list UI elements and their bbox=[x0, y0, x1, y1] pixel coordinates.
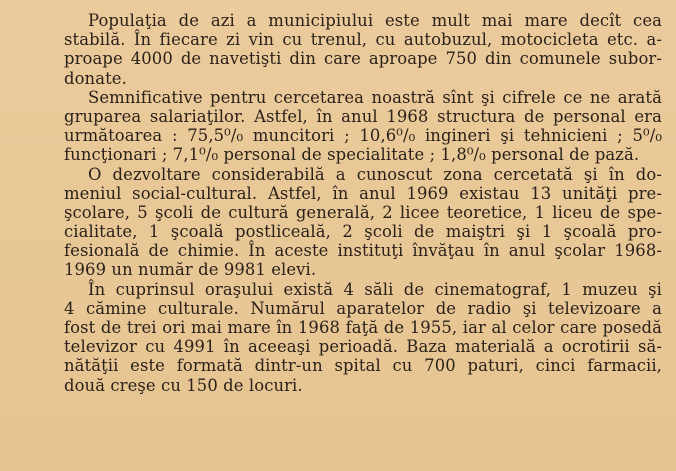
text-line: proape 4000 de navetişti din care aproape 750 din comunele subor- bbox=[64, 49, 662, 69]
text-line: fesională de chimie. În aceste instituţi învăţau în anul şcolar 1968- bbox=[64, 241, 662, 261]
text-line: meniul social-cultural. Astfel, în anul 1969 existau 13 unităţi pre- bbox=[64, 183, 662, 203]
text-line: donate. bbox=[64, 68, 127, 88]
text-line: cialitate, 1 şcoală postliceală, 2 şcoli de maiştri şi 1 şcoală pro- bbox=[64, 222, 662, 242]
text-line: televizor cu 4991 în aceeaşi perioadă. Baza materială a ocrotirii să- bbox=[64, 337, 662, 357]
text-line: 1969 un număr de 9981 elevi. bbox=[64, 260, 317, 280]
text-line: nătăţii este formată dintr-un spital cu 700 paturi, cinci farmacii, bbox=[64, 356, 662, 376]
text-line: stabilă. În fiecare zi vin cu trenul, cu autobuzul, motocicleta etc. a- bbox=[64, 30, 662, 50]
text-line: fost de trei ori mai mare în 1968 faţă de 1955, iar al celor care posedă bbox=[64, 318, 662, 337]
text-line: funcţionari ; 7,1⁰/₀ personal de specialitate ; 1,8⁰/₀ personal de pază. bbox=[64, 145, 640, 165]
text-line: două creşe cu 150 de locuri. bbox=[64, 375, 303, 395]
text-line: Semnificative pentru cercetarea noastră sînt şi cifrele ce ne arată bbox=[88, 87, 662, 107]
body-text bbox=[64, 11, 662, 395]
text-line: În cuprinsul oraşului există 4 săli de cinematograf, 1 muzeu şi bbox=[88, 279, 662, 299]
text-line: gruparea salariaţilor. Astfel, în anul 1968 structura de personal era bbox=[64, 106, 662, 126]
text-line: şcolare, 5 şcoli de cultură generală, 2 licee teoretice, 1 liceu de spe- bbox=[64, 202, 662, 222]
text-line: 4 cămine culturale. Numărul aparatelor de radio şi televizoare a bbox=[64, 298, 662, 318]
text-line: Populaţia de azi a municipiului este mult mai mare decît cea bbox=[88, 11, 662, 30]
text-line: O dezvoltare considerabilă a cunoscut zona cercetată şi în do- bbox=[88, 164, 662, 184]
text-line: următoarea : 75,5⁰/₀ muncitori ; 10,6⁰/₀ ingineri şi tehnicieni ; 5⁰/₀ bbox=[64, 126, 662, 146]
